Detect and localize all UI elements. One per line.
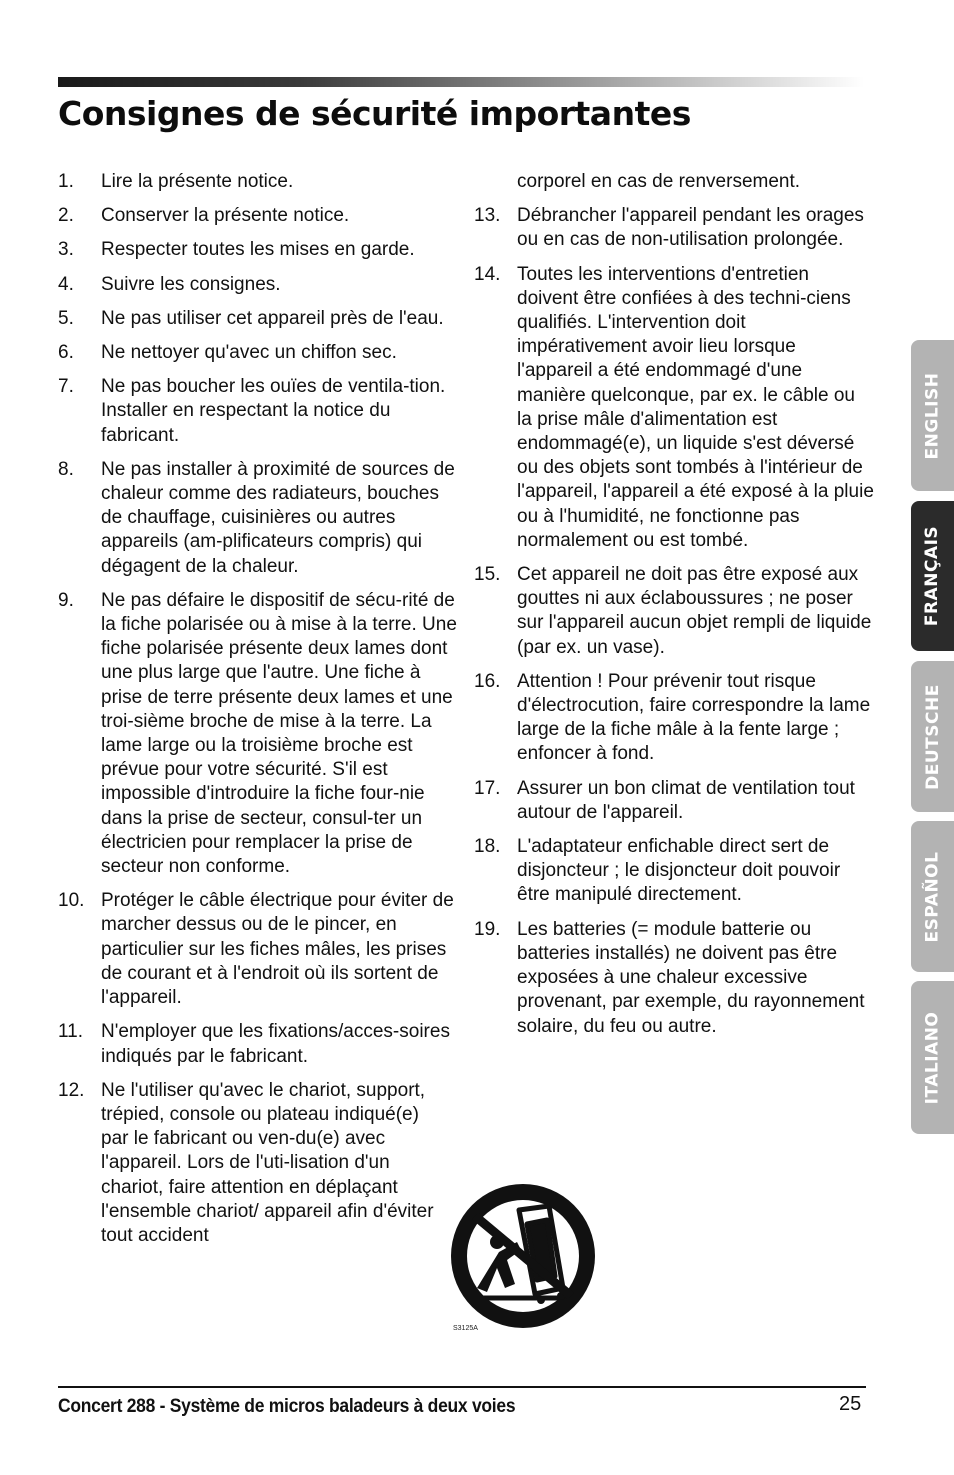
list-item (58, 170, 458, 194)
tab-deutsche[interactable] (911, 661, 954, 812)
tab-francais[interactable] (911, 501, 954, 651)
list-item (58, 458, 458, 579)
item-text: Assurer un bon climat de ventilation tout autour de l'appareil. (517, 777, 855, 823)
item-number: 11. (58, 1021, 84, 1043)
list-item (58, 273, 458, 297)
tab-label: ITALIANO (922, 1011, 943, 1104)
list-item (58, 589, 458, 879)
right-column (474, 170, 874, 1049)
list-item (58, 375, 458, 448)
item-text: Ne pas utiliser cet appareil près de l'eau. (101, 307, 444, 329)
safety-list-right (474, 204, 874, 1039)
item-number: 1. (58, 171, 74, 192)
item-number: 15. (474, 564, 501, 586)
item-number: 3. (58, 239, 74, 261)
list-item (58, 889, 458, 1010)
list-item (474, 777, 874, 825)
item-text: Ne l'utiliser qu'avec le chariot, support, trépied, console ou plateau indiqué(e) par le fabricant ou ven-du(e) avec l'appareil. Lors de l'uti-lisation d'un chariot, faire attention en déplaçant l'ensemble chariot/ appareil afin d'éviter tout accident (101, 1079, 434, 1246)
item-number: 7. (58, 376, 74, 398)
list-item (58, 307, 458, 331)
list-item (474, 670, 874, 767)
item-text: Ne pas défaire le dispositif de sécu-rité de la fiche polarisée ou à mise à la terre. Une fiche polarisée présente deux lames dont une plus large que l'autre. Une fiche à prise de terre présente deux lames et une troi-sième broche de mise à la terre. La lame large ou la troisième broche est prévue pour votre sécurité. S'il est impossible d'introduire la fiche four-nie dans la prise de secteur, consul-ter un électricien pour remplacer la prise de secteur non conforme. (101, 589, 457, 878)
item-text: Ne nettoyer qu'avec un chiffon sec. (101, 342, 397, 364)
item-text: Suivre les consignes. (101, 273, 281, 295)
list-item (58, 238, 458, 262)
header-gradient-bar (58, 77, 864, 87)
item-12-continuation: corporel en cas de renversement. (517, 171, 801, 192)
item-number: 4. (58, 273, 74, 295)
item-number: 14. (474, 263, 501, 285)
item-text: Cet appareil ne doit pas être exposé aux gouttes ni aux éclaboussures ; ne poser sur l'appareil aucun objet rempli de liquide (par ex. un vase). (517, 564, 872, 658)
item-text: Toutes les interventions d'entretien doivent être confiées à des techni-ciens qualifiés. L'intervention doit impérativement avoir lieu lorsque l'appareil a été endommagé d'une manière quelconque, par ex. le câble ou la prise mâle d'alimentation est endommagé(e), un liquide s'est déversé ou des objets sont tombés à l'intérieur de l'appareil, l'appareil a été exposé à la pluie ou à l'humidité, ne fonctionne pas normalement ou est tombé. (517, 263, 874, 551)
item-text: Protéger le câble électrique pour éviter de marcher dessus ou de le pincer, en particulier sur les fiches mâles, les prises de courant et à l'endroit où ils sortent de l'appareil. (101, 890, 454, 1009)
item-number: 12. (58, 1079, 85, 1101)
safety-list-left (58, 170, 458, 1248)
tab-italiano[interactable] (911, 981, 954, 1134)
list-item (58, 341, 458, 365)
item-text: N'employer que les fixations/acces-soires indiqués par le fabricant. (101, 1021, 450, 1067)
list-item (474, 563, 874, 660)
tab-english[interactable] (911, 340, 954, 491)
item-text: Conserver la présente notice. (101, 205, 350, 227)
list-item (474, 918, 874, 1039)
item-text: Ne pas boucher les ouïes de ventila-tion. Installer en respectant la notice du fabricant. (101, 376, 446, 446)
item-text: Lire la présente notice. (101, 171, 294, 192)
tab-label: FRANÇAIS (922, 525, 943, 627)
page-title: Consignes de sécurité importantes (58, 94, 691, 133)
list-item (58, 1079, 446, 1248)
item-text: Attention ! Pour prévenir tout risque d'électrocution, faire correspondre la lame large de la fiche mâle à la fente large ; enfoncer à fond. (517, 670, 871, 765)
item-number: 19. (474, 918, 501, 940)
icon-code-label: S3125A (453, 1325, 478, 1332)
tab-label: DEUTSCHE (922, 683, 943, 790)
item-number: 18. (474, 836, 501, 858)
list-item (474, 263, 874, 553)
item-number: 6. (58, 342, 74, 364)
item-text: Débrancher l'appareil pendant les orages ou en cas de non-utilisation prolongée. (517, 205, 864, 251)
page-number: 25 (839, 1393, 862, 1415)
item-text: Respecter toutes les mises en garde. (101, 239, 415, 261)
tab-label: ESPAÑOL (922, 851, 943, 942)
list-item (58, 1020, 458, 1068)
footer-product-title: Concert 288 - Système de micros baladeurs à deux voies (58, 1396, 516, 1417)
item-text: L'adaptateur enfichable direct sert de disjoncteur ; le disjoncteur doit pouvoir être manipulé directement. (517, 836, 841, 906)
item-text: Ne pas installer à proximité de sources de chaleur comme des radiateurs, bouches de chauffage, cuisinières ou autres appareils (am-plificateurs compris) qui dégagent de la chaleur. (101, 458, 455, 577)
item-number: 8. (58, 458, 74, 480)
list-item (58, 204, 458, 228)
item-number: 5. (58, 307, 74, 329)
item-number: 13. (474, 205, 501, 227)
tab-label: ENGLISH (922, 372, 943, 459)
item-text: Les batteries (= module batterie ou batteries installés) ne doivent pas être exposées à une chaleur excessive provenant, par exemple, du rayonnement solaire, du feu ou autre. (517, 918, 865, 1037)
item-number: 16. (474, 670, 501, 692)
cart-tip-over-warning-icon (447, 1180, 599, 1332)
item-number: 2. (58, 205, 74, 227)
list-item (474, 835, 874, 908)
left-column (58, 170, 458, 1258)
tab-espanol[interactable] (911, 821, 954, 972)
item-number: 17. (474, 777, 501, 799)
item-number: 9. (58, 589, 74, 611)
item-number: 10. (58, 890, 85, 912)
list-item (474, 204, 874, 252)
footer-divider (58, 1386, 866, 1388)
